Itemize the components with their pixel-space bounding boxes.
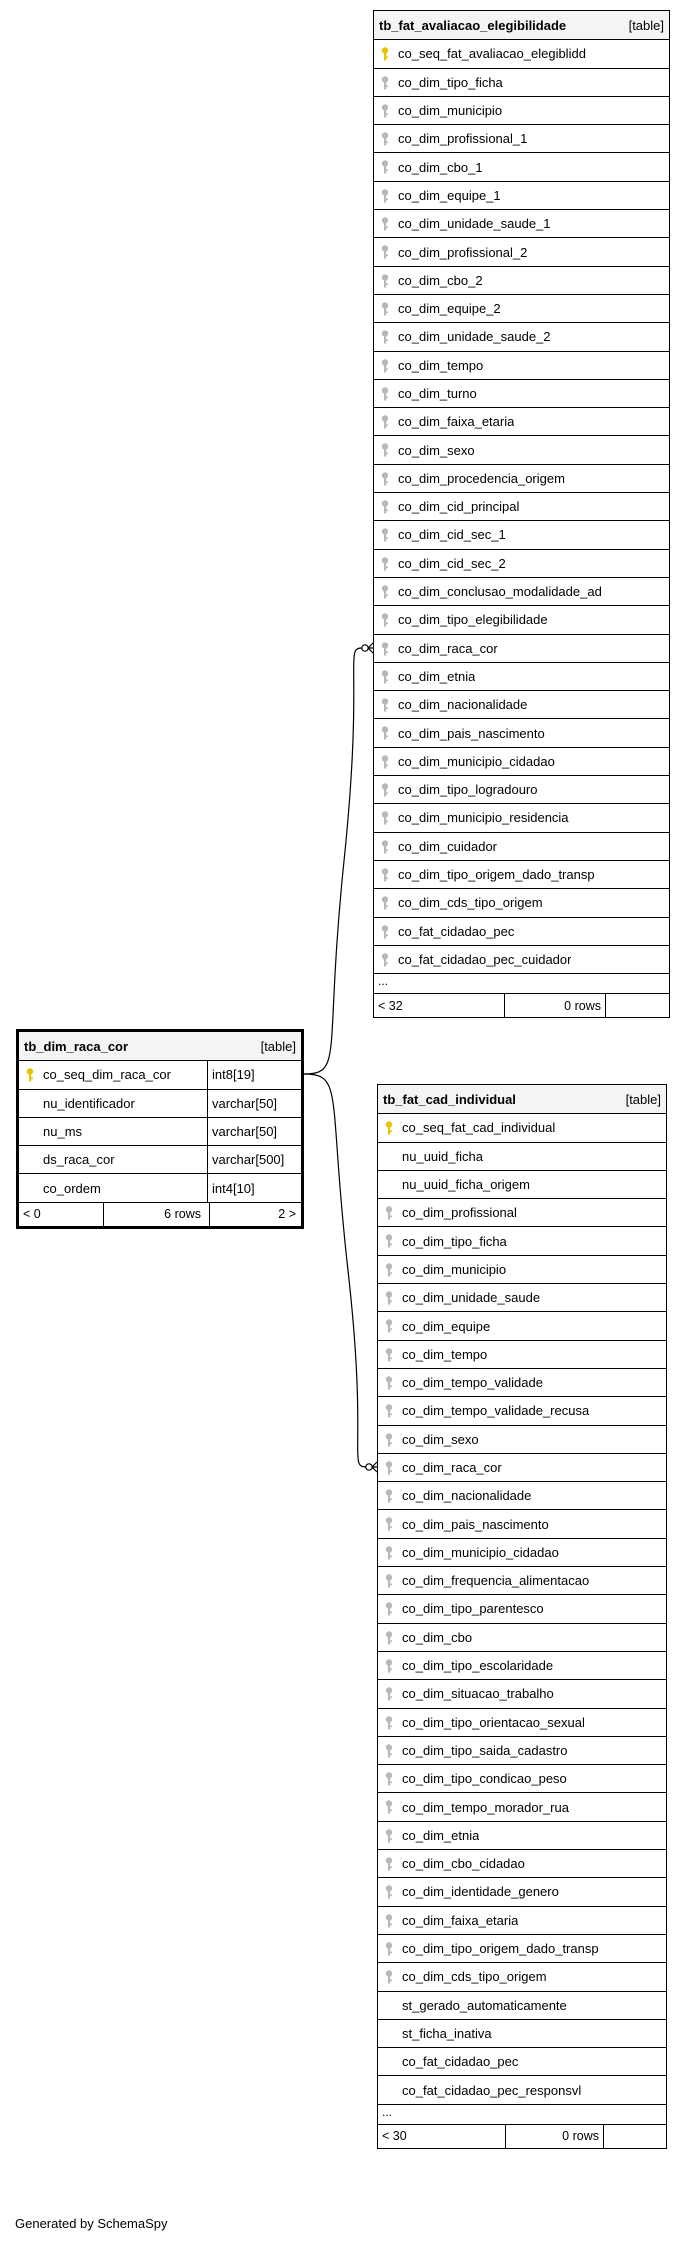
foreign-key-icon — [381, 613, 389, 627]
column-name: co_dim_pais_nascimento — [402, 1516, 549, 1532]
column-name: co_dim_unidade_saude_1 — [398, 216, 551, 232]
column-name: nu_ms — [43, 1124, 83, 1140]
column-row[interactable] — [378, 1594, 666, 1622]
parents-count[interactable]: < 30 — [382, 2129, 407, 2144]
foreign-key-icon — [385, 1319, 393, 1333]
foreign-key-icon — [385, 1517, 393, 1531]
column-row[interactable] — [378, 1708, 666, 1736]
column-name: co_dim_tipo_elegibilidade — [398, 612, 548, 628]
foreign-key-icon — [385, 1291, 393, 1305]
foreign-key-icon — [385, 1348, 393, 1362]
column-type: varchar[500] — [207, 1146, 284, 1173]
row-count: 6 rows — [164, 1207, 201, 1222]
foreign-key-icon — [381, 302, 389, 316]
ellipsis-text: ... — [378, 974, 389, 989]
column-name: co_dim_unidade_saude_2 — [398, 329, 551, 345]
children-count[interactable]: 2 > — [278, 1207, 296, 1222]
foreign-key-icon — [381, 500, 389, 514]
foreign-key-icon — [381, 160, 389, 174]
column-row[interactable] — [378, 1566, 666, 1594]
column-type: int8[19] — [207, 1061, 255, 1088]
column-row[interactable] — [374, 379, 669, 407]
column-name: nu_identificador — [43, 1095, 135, 1111]
column-row[interactable] — [378, 1538, 666, 1566]
foreign-key-icon — [381, 359, 389, 373]
column-row[interactable] — [374, 690, 669, 718]
column-row[interactable] — [378, 1425, 666, 1453]
column-row[interactable] — [378, 2047, 666, 2075]
column-row[interactable] — [374, 407, 669, 435]
column-row[interactable] — [374, 152, 669, 180]
column-name: co_dim_equipe_1 — [398, 187, 501, 203]
column-name: co_dim_tempo_validade_recusa — [402, 1403, 590, 1419]
column-name: co_dim_sexo — [402, 1431, 479, 1447]
more-columns-row — [378, 2104, 666, 2124]
column-name: co_dim_faixa_etaria — [402, 1912, 519, 1928]
column-name: co_dim_etnia — [398, 668, 476, 684]
column-name: co_dim_tipo_condicao_peso — [402, 1771, 567, 1787]
foreign-key-icon — [385, 1716, 393, 1730]
foreign-key-icon — [381, 642, 389, 656]
foreign-key-icon — [381, 953, 389, 967]
foreign-key-icon — [385, 1800, 393, 1814]
column-row[interactable] — [378, 1906, 666, 1934]
foreign-key-icon — [385, 1546, 393, 1560]
column-row[interactable] — [378, 1679, 666, 1707]
column-name: co_dim_tipo_origem_dado_transp — [398, 867, 595, 883]
column-row[interactable] — [378, 2075, 666, 2103]
column-row[interactable] — [19, 1060, 301, 1088]
column-row[interactable] — [374, 237, 669, 265]
row-count: 0 rows — [564, 998, 601, 1013]
column-row[interactable] — [378, 1368, 666, 1396]
column-name: co_dim_cbo_1 — [398, 159, 483, 175]
column-row[interactable] — [378, 1142, 666, 1170]
column-row[interactable] — [374, 464, 669, 492]
primary-key-icon — [385, 1121, 393, 1135]
column-row[interactable] — [378, 1651, 666, 1679]
column-row[interactable] — [374, 266, 669, 294]
column-row[interactable] — [19, 1145, 301, 1173]
column-row[interactable] — [374, 662, 669, 690]
column-type: varchar[50] — [207, 1118, 277, 1145]
column-row[interactable] — [374, 803, 669, 831]
foreign-key-icon — [385, 1659, 393, 1673]
column-row[interactable] — [378, 1226, 666, 1254]
table-tb-dim-raca-cor[interactable] — [16, 1029, 304, 1229]
table-footer — [19, 1202, 301, 1226]
column-row[interactable] — [19, 1117, 301, 1145]
foreign-key-icon — [381, 585, 389, 599]
foreign-key-icon — [381, 104, 389, 118]
column-row[interactable] — [378, 1481, 666, 1509]
column-row[interactable] — [374, 549, 669, 577]
column-name: co_dim_municipio_cidadao — [402, 1544, 559, 1560]
foreign-key-icon — [385, 1885, 393, 1899]
table-name: tb_fat_cad_individual — [383, 1091, 516, 1107]
foreign-key-icon — [385, 1574, 393, 1588]
column-name: co_dim_etnia — [402, 1827, 480, 1843]
foreign-key-icon — [385, 1744, 393, 1758]
foreign-key-icon — [381, 925, 389, 939]
column-row[interactable] — [374, 747, 669, 775]
foreign-key-icon — [385, 1206, 393, 1220]
column-row[interactable] — [374, 209, 669, 237]
column-name: co_fat_cidadao_pec_responsvl — [402, 2082, 582, 2098]
table-header — [374, 11, 669, 39]
more-columns-row — [374, 973, 669, 993]
footer-divider — [603, 2125, 604, 2148]
column-name: co_dim_sexo — [398, 442, 475, 458]
column-name: co_dim_procedencia_origem — [398, 470, 565, 486]
foreign-key-icon — [381, 472, 389, 486]
footer-divider — [209, 1203, 210, 1226]
column-name: co_dim_tempo_validade — [402, 1375, 543, 1391]
column-row[interactable] — [374, 435, 669, 463]
column-name: st_ficha_inativa — [402, 2025, 492, 2041]
column-name: co_dim_tipo_origem_dado_transp — [402, 1941, 599, 1957]
footer-divider — [605, 994, 606, 1017]
column-name: co_dim_profissional — [402, 1205, 517, 1221]
column-row[interactable] — [374, 181, 669, 209]
column-name: nu_uuid_ficha_origem — [402, 1177, 530, 1193]
column-name: co_dim_identidade_genero — [402, 1884, 559, 1900]
column-row[interactable] — [378, 1311, 666, 1339]
column-name: co_dim_cds_tipo_origem — [398, 895, 543, 911]
column-row[interactable] — [374, 860, 669, 888]
column-name: co_dim_cbo_cidadao — [402, 1856, 525, 1872]
column-name: co_dim_cuidador — [398, 838, 498, 854]
column-row[interactable] — [374, 68, 669, 96]
column-name: co_seq_fat_cad_individual — [402, 1120, 556, 1136]
foreign-key-icon — [381, 443, 389, 457]
table-type-label: [table] — [625, 1091, 661, 1107]
foreign-key-icon — [381, 387, 389, 401]
foreign-key-icon — [385, 1772, 393, 1786]
column-row[interactable] — [374, 917, 669, 945]
primary-key-icon — [26, 1068, 34, 1082]
footer-divider — [103, 1203, 104, 1226]
column-name: co_fat_cidadao_pec — [398, 923, 515, 939]
foreign-key-icon — [381, 840, 389, 854]
column-row[interactable] — [374, 96, 669, 124]
column-name: co_dim_tempo_morador_rua — [402, 1799, 569, 1815]
optional-end-marker — [366, 1464, 372, 1470]
foreign-key-icon — [381, 726, 389, 740]
column-name: co_dim_tipo_logradouro — [398, 782, 538, 798]
foreign-key-icon — [381, 811, 389, 825]
column-name: co_seq_dim_raca_cor — [43, 1067, 171, 1083]
table-name: tb_fat_avaliacao_elegibilidade — [379, 17, 567, 33]
foreign-key-icon — [381, 274, 389, 288]
column-name: co_dim_cid_sec_1 — [398, 527, 506, 543]
foreign-key-icon — [385, 1829, 393, 1843]
column-name: co_dim_tipo_ficha — [398, 74, 503, 90]
column-row[interactable] — [19, 1173, 301, 1201]
column-row[interactable] — [374, 577, 669, 605]
foreign-key-icon — [385, 1376, 393, 1390]
foreign-key-icon — [381, 698, 389, 712]
foreign-key-icon — [385, 1461, 393, 1475]
column-name: co_dim_tipo_ficha — [402, 1233, 507, 1249]
foreign-key-icon — [381, 76, 389, 90]
column-type: int4[10] — [207, 1174, 255, 1201]
column-name: co_dim_cid_principal — [398, 499, 520, 515]
column-name: co_dim_pais_nascimento — [398, 725, 545, 741]
column-row[interactable] — [378, 1877, 666, 1905]
relationship-line — [304, 1074, 366, 1467]
foreign-key-icon — [381, 245, 389, 259]
column-row[interactable] — [378, 1198, 666, 1226]
column-row[interactable] — [378, 1453, 666, 1481]
column-name: co_dim_tempo — [402, 1346, 488, 1362]
column-name: co_dim_cid_sec_2 — [398, 555, 506, 571]
column-row[interactable] — [378, 1255, 666, 1283]
column-name: st_gerado_automaticamente — [402, 1997, 567, 2013]
column-row[interactable] — [374, 124, 669, 152]
foreign-key-icon — [381, 670, 389, 684]
column-row[interactable] — [374, 492, 669, 520]
generated-by-footer: Generated by SchemaSpy — [15, 2216, 168, 2231]
column-name: co_dim_situacao_trabalho — [402, 1686, 554, 1702]
column-row[interactable] — [374, 634, 669, 662]
column-row[interactable] — [374, 294, 669, 322]
column-row[interactable] — [374, 520, 669, 548]
column-row[interactable] — [374, 39, 669, 67]
column-name: co_dim_turno — [398, 386, 477, 401]
footer-divider — [505, 2125, 506, 2148]
column-name: co_dim_nacionalidade — [402, 1488, 532, 1504]
foreign-key-icon — [385, 1687, 393, 1701]
column-name: nu_uuid_ficha — [402, 1148, 483, 1164]
foreign-key-icon — [385, 1942, 393, 1956]
column-name: co_dim_municipio_residencia — [398, 810, 569, 826]
column-name: co_dim_conclusao_modalidade_ad — [398, 584, 602, 600]
column-name: co_dim_raca_cor — [398, 640, 498, 656]
table-type-label: [table] — [260, 1038, 296, 1054]
column-name: co_seq_fat_avaliacao_elegiblidd — [398, 46, 586, 62]
column-row[interactable] — [374, 945, 669, 973]
column-name: co_dim_equipe — [402, 1318, 491, 1334]
footer-divider — [504, 994, 505, 1017]
column-name: co_dim_tempo — [398, 357, 484, 373]
column-name: co_dim_cds_tipo_origem — [402, 1969, 547, 1985]
column-row[interactable] — [378, 1340, 666, 1368]
column-row[interactable] — [378, 1170, 666, 1198]
foreign-key-icon — [385, 1404, 393, 1418]
column-row[interactable] — [374, 775, 669, 803]
column-name: co_fat_cidadao_pec_cuidador — [398, 951, 572, 967]
foreign-key-icon — [385, 1489, 393, 1503]
table-footer — [378, 2124, 666, 2148]
column-row[interactable] — [378, 1821, 666, 1849]
column-row[interactable] — [378, 1736, 666, 1764]
column-name: co_dim_equipe_2 — [398, 301, 501, 317]
column-name: co_dim_tipo_escolaridade — [402, 1658, 554, 1674]
column-row[interactable] — [378, 1991, 666, 2019]
column-row[interactable] — [374, 718, 669, 746]
foreign-key-icon — [385, 1234, 393, 1248]
foreign-key-icon — [385, 1433, 393, 1447]
column-row[interactable] — [378, 1623, 666, 1651]
column-name: co_dim_municipio — [402, 1261, 507, 1277]
column-type: varchar[50] — [207, 1090, 277, 1117]
foreign-key-icon — [381, 330, 389, 344]
foreign-key-icon — [385, 1857, 393, 1871]
column-name: co_dim_raca_cor — [402, 1460, 502, 1475]
foreign-key-icon — [385, 1263, 393, 1277]
foreign-key-icon — [381, 783, 389, 797]
foreign-key-icon — [381, 755, 389, 769]
column-row[interactable] — [374, 888, 669, 916]
column-row[interactable] — [378, 1509, 666, 1537]
row-count: 0 rows — [562, 2129, 599, 2144]
column-name: co_dim_profissional_1 — [398, 131, 528, 147]
column-name: co_dim_municipio — [398, 103, 503, 119]
foreign-key-icon — [381, 189, 389, 203]
table-type-label: [table] — [628, 17, 664, 33]
foreign-key-icon — [385, 1970, 393, 1984]
column-name: co_dim_tipo_parentesco — [402, 1601, 544, 1617]
column-row[interactable] — [374, 832, 669, 860]
optional-end-marker — [362, 645, 368, 651]
parents-count[interactable]: < 0 — [23, 1207, 41, 1222]
column-name: co_dim_tipo_saida_cadastro — [402, 1742, 568, 1758]
column-name: co_dim_cbo_2 — [398, 272, 483, 288]
column-name: co_dim_faixa_etaria — [398, 414, 515, 430]
column-row[interactable] — [374, 351, 669, 379]
column-name: co_dim_tipo_orientacao_sexual — [402, 1714, 585, 1730]
column-row[interactable] — [378, 1962, 666, 1990]
column-row[interactable] — [378, 2019, 666, 2047]
table-tb-fat-cad-individual[interactable] — [377, 1084, 667, 2149]
table-footer — [374, 993, 669, 1017]
column-row[interactable] — [378, 1283, 666, 1311]
foreign-key-icon — [381, 528, 389, 542]
foreign-key-icon — [381, 415, 389, 429]
column-name: co_fat_cidadao_pec — [402, 2054, 519, 2070]
parents-count[interactable]: < 32 — [378, 998, 403, 1013]
column-name: co_dim_frequencia_alimentacao — [402, 1573, 590, 1589]
column-row[interactable] — [378, 1396, 666, 1424]
table-tb-fat-avaliacao-elegibilidade[interactable] — [373, 10, 670, 1018]
foreign-key-icon — [381, 217, 389, 231]
column-row[interactable] — [378, 1764, 666, 1792]
relationship-line — [304, 648, 362, 1074]
column-name: co_ordem — [43, 1180, 101, 1196]
foreign-key-icon — [385, 1914, 393, 1928]
foreign-key-icon — [385, 1602, 393, 1616]
foreign-key-icon — [381, 557, 389, 571]
table-header — [378, 1085, 666, 1113]
column-row[interactable] — [378, 1934, 666, 1962]
table-header — [19, 1032, 301, 1060]
ellipsis-text: ... — [382, 2104, 393, 2119]
column-row[interactable] — [374, 322, 669, 350]
column-row[interactable] — [19, 1089, 301, 1117]
primary-key-icon — [381, 47, 389, 61]
column-row[interactable] — [378, 1792, 666, 1820]
column-row[interactable] — [374, 605, 669, 633]
column-name: co_dim_municipio_cidadao — [398, 753, 555, 769]
column-name: co_dim_nacionalidade — [398, 697, 528, 713]
column-name: co_dim_cbo — [402, 1629, 473, 1645]
column-name: co_dim_profissional_2 — [398, 244, 528, 260]
foreign-key-icon — [385, 1631, 393, 1645]
foreign-key-icon — [381, 868, 389, 882]
column-name: co_dim_unidade_saude — [402, 1290, 541, 1306]
column-row[interactable] — [378, 1113, 666, 1141]
column-row[interactable] — [378, 1849, 666, 1877]
table-name: tb_dim_raca_cor — [24, 1038, 129, 1054]
column-name: ds_raca_cor — [43, 1152, 115, 1168]
foreign-key-icon — [381, 132, 389, 146]
foreign-key-icon — [381, 896, 389, 910]
